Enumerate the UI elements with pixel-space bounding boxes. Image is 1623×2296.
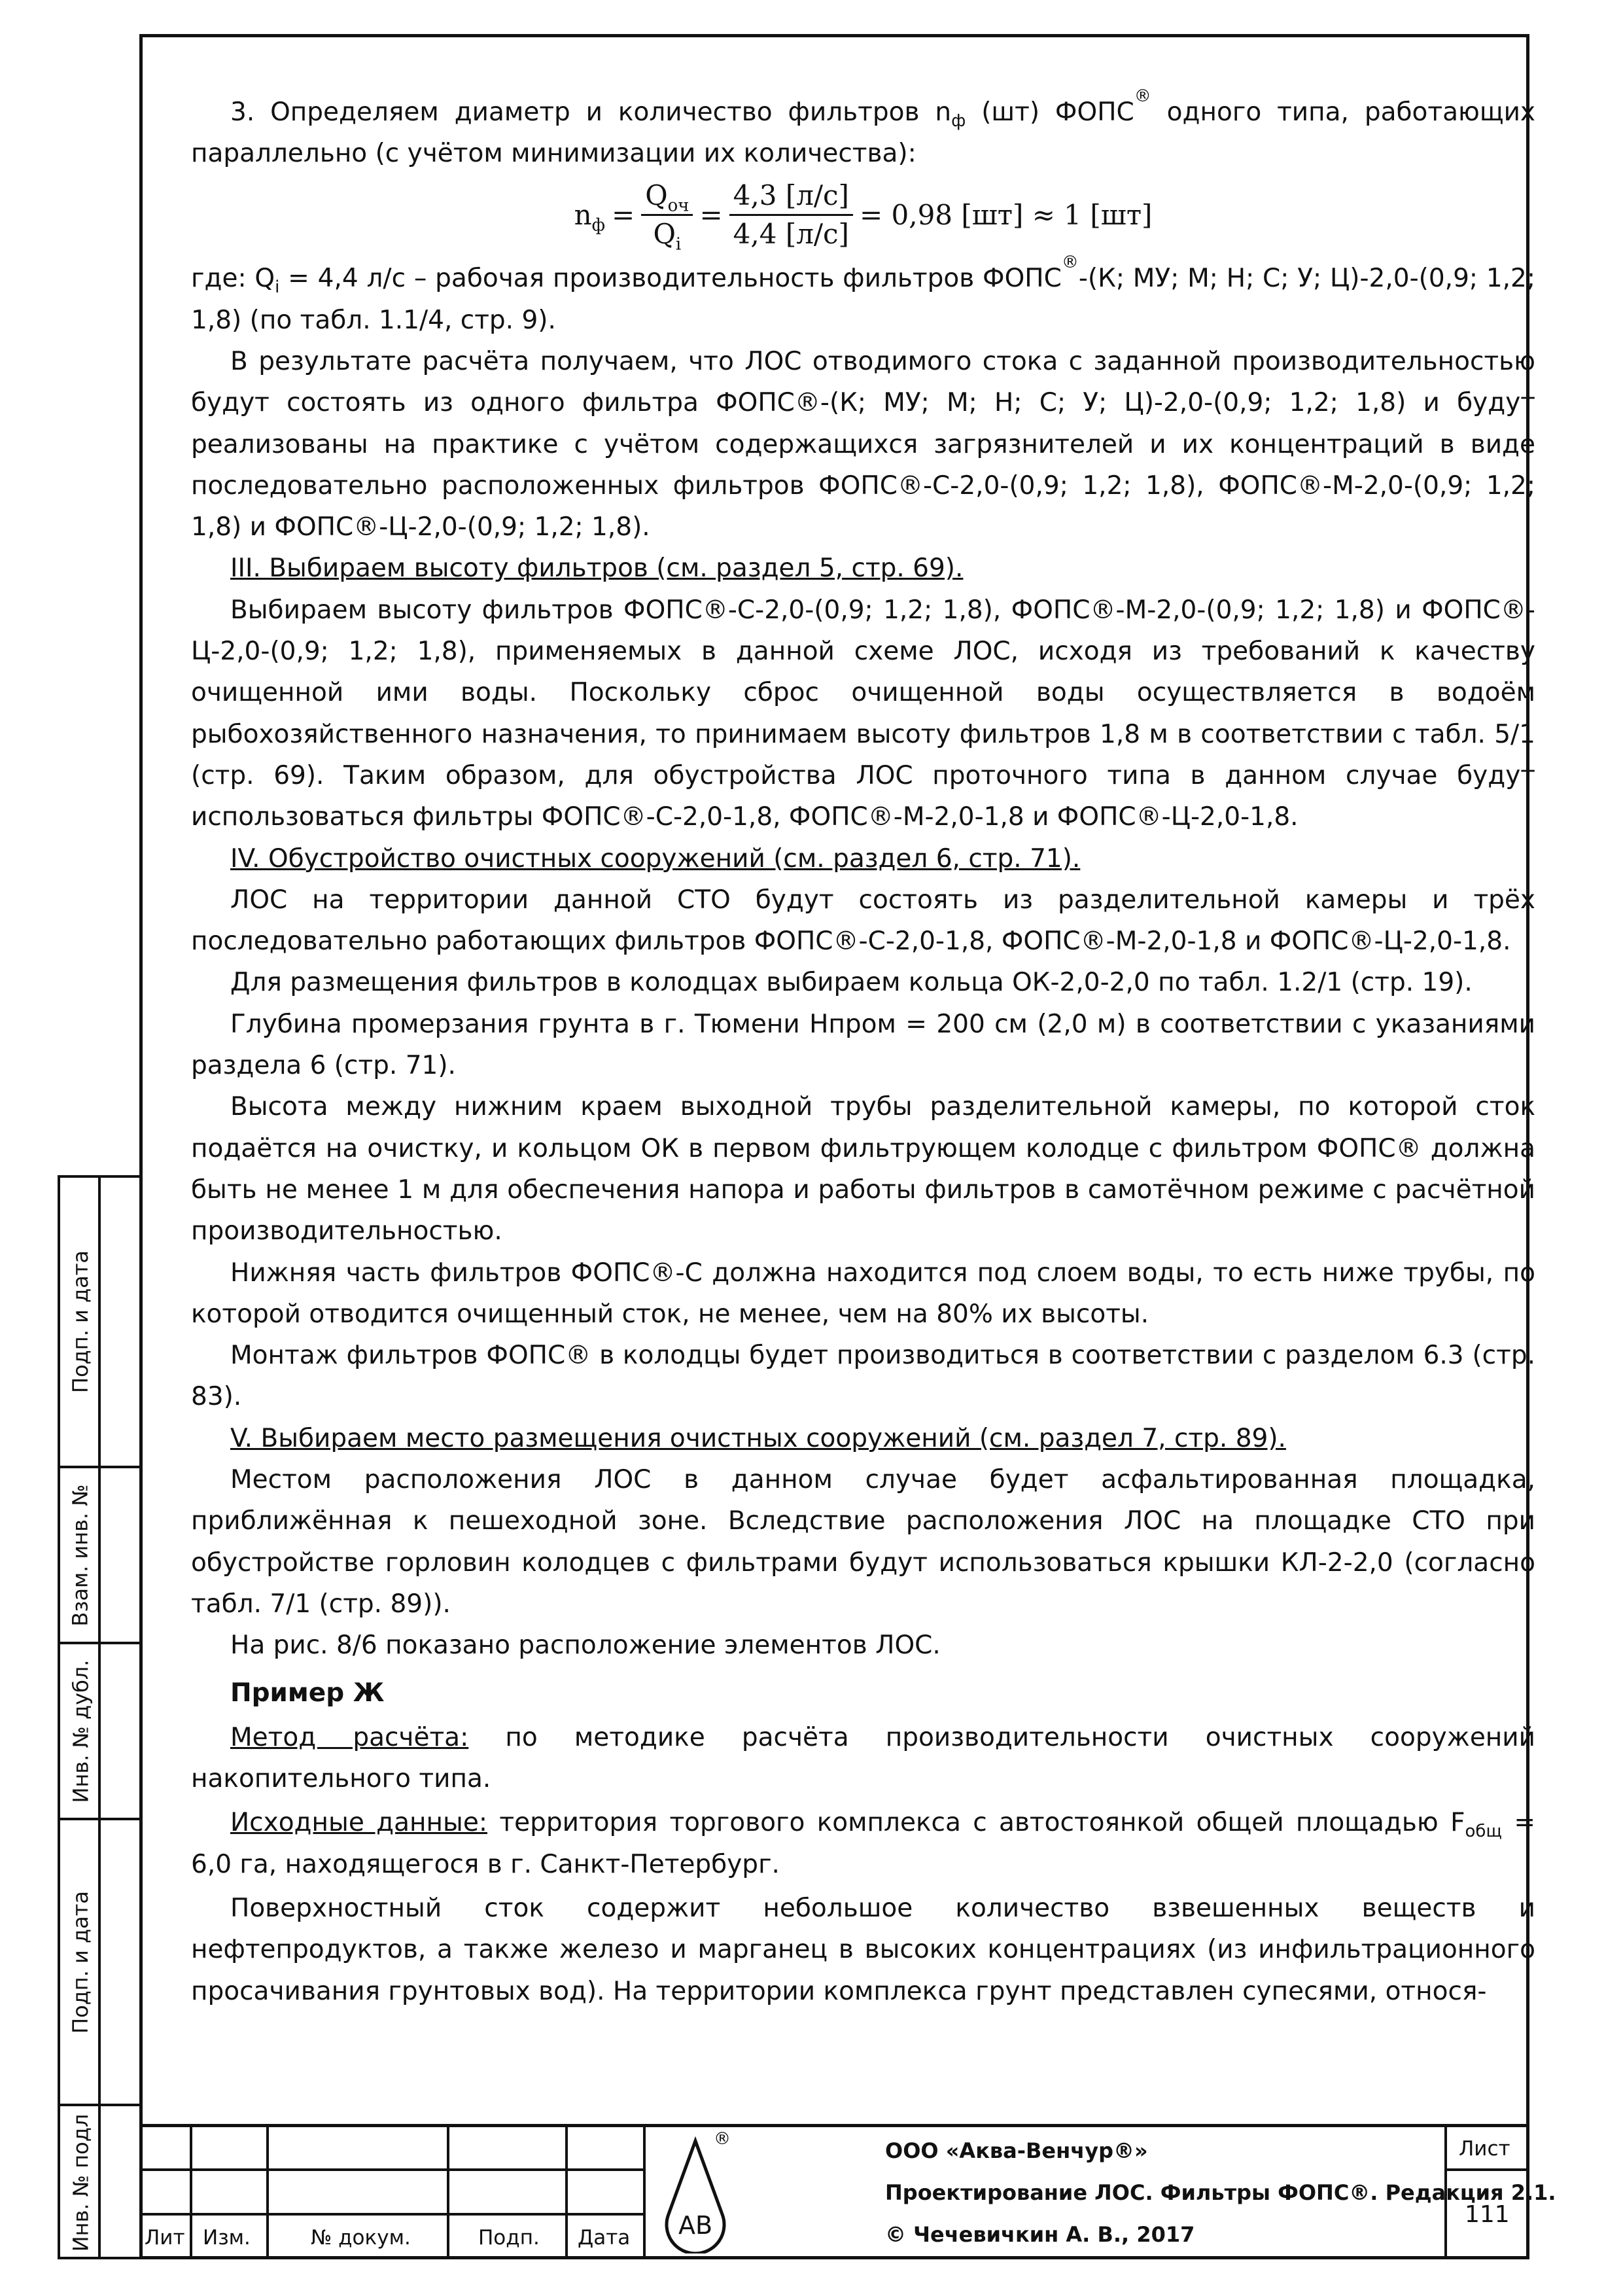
example-title: Пример Ж — [230, 1678, 385, 1708]
sheet-number: 111 — [1465, 2201, 1510, 2228]
paragraph-pipe-height: Высота между нижним краем выходной трубы разделительной камеры, по которой сток подаётся на очистку, и кольцом ОК в первом фильтрующем колодце с фильтром ФОПС® должна быть не менее 1 м для обеспечения напора и работы фильтров в самотёчном режиме с расчётной производительностью. — [191, 1092, 1535, 1246]
side-label-podp-data-top: Подп. и дата — [68, 1250, 94, 1393]
paragraph-initial-data: Исходные данные: территория торгового комплекса с автостоянкой общей площадью $F_{общ} = 6,0$ га, находящегося в г. Санкт-Петербург. — [191, 1808, 1536, 1879]
side-strip — [58, 1175, 139, 2259]
project-title: Проектирование ЛОС. Фильтры ФОПС®. Редакция 2.1. — [885, 2180, 1556, 2205]
tb-col-izm: Изм. — [203, 2226, 251, 2250]
paragraph-location: Местом расположения ЛОС в данном случае будет асфальтированная площадка, приближённая к пешеходной зоне. Вследствие расположения ЛОС на площадке СТО при обустройстве горловин колодцев с фильтрами будут использоваться крышки КЛ-2-2,0 (согласно табл. 7/1 (стр. 89)). — [191, 1464, 1535, 1619]
paragraph-height: Выбираем высоту фильтров ФОПС®-С-2,0-(0,9; 1,2; 1,8), ФОПС®-М-2,0-(0,9; 1,2; 1,8) и ФОПС®-Ц-2,0-(0,9; 1,2; 1,8), применяемых в данной схеме ЛОС, исходя из требований к качеству очищенной ими воды. Поскольку сброс очищенной воды осуществляется в водоём рыбохозяйственного назначения, то принимаем высоту фильтров 1,8 м в соответствии с табл. 5/1 (стр. 69). Таким образом, для обустройства ЛОС проточного типа в данном случае будут использоваться фильтры ФОПС®-С-2,0-1,8, ФОПС®-М-2,0-1,8 и ФОПС®-Ц-2,0-1,8. — [191, 595, 1535, 832]
company-logo-icon — [659, 2136, 731, 2253]
document-body — [191, 86, 1536, 2012]
paragraph-filter-water: Нижняя часть фильтров ФОПС®-С должна находится под слоем воды, то есть ниже трубы, по которой отводится очищенный сток, не менее, чем на 80% их высоты. — [191, 1258, 1535, 1329]
formula-filter-count: $n_ф$ = $\frac{Q_{оч}}{Q_i}$ = $\frac{4,3 [л/с]}{4,4 [л/с]}$ = 0,98 [шт] ≈ 1 [шт] — [191, 177, 1535, 253]
paragraph-mounting: Монтаж фильтров ФОПС® в колодцы будет производиться в соответствии с разделом 6.3 (стр. 83). — [191, 1341, 1535, 1412]
copyright: © Чечевичкин А. В., 2017 — [885, 2222, 1195, 2247]
side-label-vzam-inv: Взам. инв. № — [68, 1483, 94, 1627]
title-block — [139, 2124, 1556, 2259]
paragraph-los-structure: ЛОС на территории данной СТО будут состоять из разделительной камеры и трёх последовательно работающих фильтров ФОПС®-С-2,0-1,8, ФОПС®-М-2,0-1,8 и ФОПС®-Ц-2,0-1,8. — [191, 885, 1535, 957]
tb-col-doc: № докум. — [311, 2226, 411, 2250]
heading-step-iv: IV. Обустройство очистных сооружений (см. раздел 6, стр. 71). — [230, 843, 1081, 874]
side-label-inv-dubl: Инв. № дубл. — [68, 1659, 93, 1803]
company-name: ООО «Аква-Венчур®» — [885, 2138, 1148, 2163]
heading-step-iii: III. Выбираем высоту фильтров (см. раздел 5, стр. 69). — [230, 554, 964, 584]
logo-lettering: АВ — [678, 2211, 713, 2240]
paragraph-freezing-depth: Глубина промерзания грунта в г. Тюмени Нпром = 200 см (2,0 м) в соответствии с указаниями раздела 6 (стр. 71). — [191, 1009, 1535, 1081]
side-label-inv-podl: Инв. № подл — [68, 2113, 93, 2252]
sheet-label: Лист — [1459, 2137, 1510, 2161]
heading-step-v: V. Выбираем место размещения очистных сооружений (см. раздел 7, стр. 89). — [230, 1423, 1286, 1453]
tb-col-podp: Подп. — [478, 2226, 540, 2250]
side-label-podp-data-bottom: Подп. и дата — [68, 1890, 94, 2034]
paragraph-figure-ref: На рис. 8/6 показано расположение элементов ЛОС. — [230, 1631, 941, 1661]
paragraph-method: Метод расчёта: по методике расчёта производительности очистных сооружений накопительного типа. — [191, 1722, 1536, 1794]
paragraph-result: В результате расчёта получаем, что ЛОС отводимого стока с заданной производительностью будут состоять из одного фильтра ФОПС®-(К; МУ; М; Н; С; У; Ц)-2,0-(0,9; 1,2; 1,8) и будут реализованы на практике с учётом содержащихся загрязнителей и их концентраций в виде последовательно расположенных фильтров ФОПС®-С-2,0-(0,9; 1,2; 1,8), ФОПС®-М-2,0-(0,9; 1,2; 1,8) и ФОПС®-Ц-2,0-(0,9; 1,2; 1,8). — [191, 346, 1535, 542]
paragraph-where: где: $Q_i = 4,4$ л/с – рабочая производительность фильтров ФОПС®-(К; МУ; М; Н; С; У; Ц)-2,0-(0,9; 1,2; 1,8) (по табл. 1.1/4, стр. 9). — [191, 253, 1535, 335]
tb-col-data: Дата — [578, 2226, 631, 2250]
paragraph-surface-runoff: Поверхностный сток содержит небольшое количество взвешенных веществ и нефтепродуктов, а также железо и марганец в высоких концентрациях (из инфильтрационного просачивания грунтовых вод). На территории комплекса грунт представлен супесями, относя- — [191, 1893, 1535, 2006]
tb-col-lit: Лит — [145, 2226, 185, 2250]
paragraph-rings: Для размещения фильтров в колодцах выбираем кольца ОК-2,0-2,0 по табл. 1.2/1 (стр. 19). — [230, 968, 1473, 998]
logo-registered-mark: ® — [714, 2129, 731, 2149]
paragraph-step3: 3. Определяем диаметр и количество фильтров $n_ф$ (шт) ФОПС® одного типа, работающих параллельно (с учётом минимизации их количества): — [191, 86, 1536, 169]
